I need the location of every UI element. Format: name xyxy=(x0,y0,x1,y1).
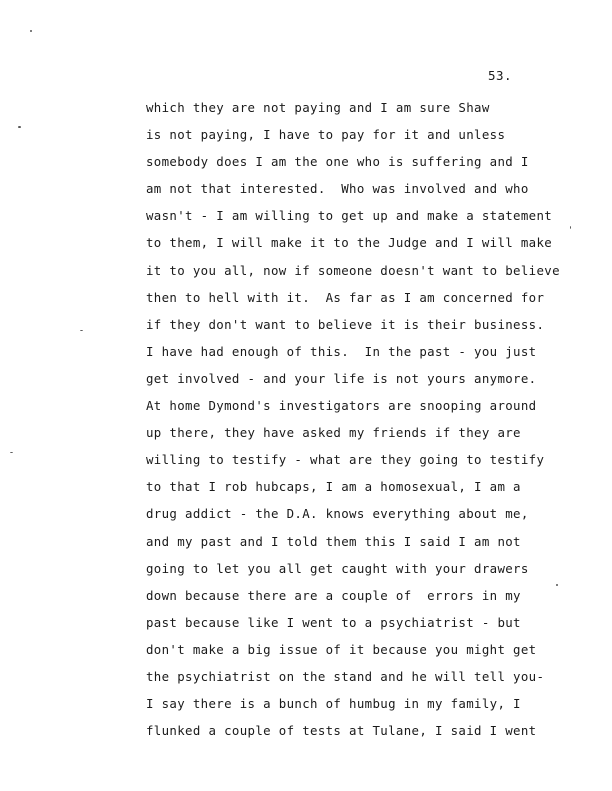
text-line: At home Dymond's investigators are snooping around xyxy=(146,398,537,414)
text-line: down because there are a couple of errors in my xyxy=(146,587,521,603)
text-line: to that I rob hubcaps, I am a homosexual, I am a xyxy=(146,479,521,495)
text-line: going to let you all get caught with your drawers xyxy=(146,560,529,576)
transcript-body xyxy=(146,94,586,744)
scan-speck xyxy=(556,584,558,586)
text-line: I have had enough of this. In the past - you just xyxy=(146,343,537,359)
page-number: 53. xyxy=(488,68,513,83)
text-line: up there, they have asked my friends if they are xyxy=(146,425,521,441)
text-line: willing to testify - what are they going to testify xyxy=(146,452,545,468)
text-line: then to hell with it. As far as I am concerned for xyxy=(146,289,545,305)
text-line: somebody does I am the one who is suffering and I xyxy=(146,154,529,170)
text-line: which they are not paying and I am sure Shaw xyxy=(146,100,490,115)
text-line: am not that interested. Who was involved and who xyxy=(146,181,529,197)
scan-speck xyxy=(10,452,13,453)
text-line: get involved - and your life is not yours anymore. xyxy=(146,370,537,386)
text-line: it to you all, now if someone doesn't want to believe xyxy=(146,262,560,278)
scan-speck xyxy=(18,126,21,128)
text-line: drug addict - the D.A. knows everything about me, xyxy=(146,506,529,522)
text-line: to them, I will make it to the Judge and I will make xyxy=(146,235,553,251)
text-line: if they don't want to believe it is their business. xyxy=(146,316,545,332)
text-line: don't make a big issue of it because you might get xyxy=(146,641,537,657)
scan-speck xyxy=(30,30,32,32)
text-line: is not paying, I have to pay for it and unless xyxy=(146,127,506,143)
text-line: and my past and I told them this I said I am not xyxy=(146,533,521,549)
text-line: I say there is a bunch of humbug in my family, I xyxy=(146,696,521,712)
text-line: wasn't - I am willing to get up and make a statement xyxy=(146,208,553,224)
scan-speck xyxy=(80,330,83,331)
text-line: past because like I went to a psychiatrist - but xyxy=(146,614,521,630)
text-line: the psychiatrist on the stand and he will tell you- xyxy=(146,668,545,684)
text-line: flunked a couple of tests at Tulane, I said I went xyxy=(146,723,537,739)
scan-speck xyxy=(570,226,571,229)
